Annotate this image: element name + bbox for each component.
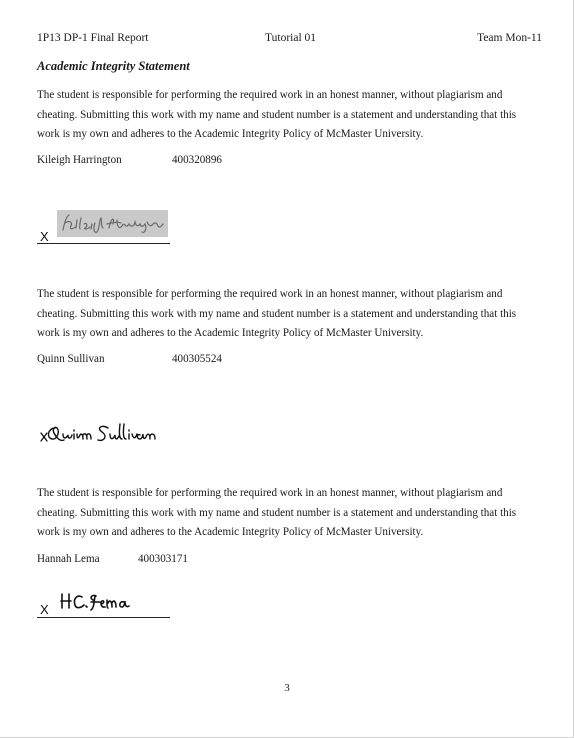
signature-image-harrington <box>57 210 168 237</box>
signature-line <box>37 243 170 244</box>
integrity-statement-text: The student is responsible for performing the required work in an honest manner, without plagiarism and cheating. Submitting this work with my name and student number is a statement and understanding that this work is my own and adheres to the Academic Integrity Policy of McMaster University. <box>37 487 517 538</box>
signature-image-sullivan <box>38 420 170 446</box>
student-name-line <box>37 553 188 565</box>
section-title: Academic Integrity Statement <box>37 59 190 73</box>
student-number: 400303171 <box>138 553 188 565</box>
header-team: Team Mon-11 <box>477 32 542 44</box>
student-number: 400305524 <box>172 353 222 365</box>
student-number: 400320896 <box>172 154 222 166</box>
signature-x-mark: X <box>40 229 49 244</box>
signature-line <box>37 617 170 618</box>
header-course: 1P13 DP-1 Final Report <box>37 32 149 44</box>
integrity-statement-text: The student is responsible for performing the required work in an honest manner, without plagiarism and cheating. Submitting this work with my name and student number is a statement and understanding that this work is my own and adheres to the Academic Integrity Policy of McMaster University. <box>37 89 517 140</box>
student-name: Hannah Lema <box>37 553 100 565</box>
page-number: 3 <box>284 682 290 694</box>
signature-x-mark: X <box>40 602 49 617</box>
student-name: Kileigh Harrington <box>37 154 122 166</box>
integrity-statement-text: The student is responsible for performing the required work in an honest manner, without plagiarism and cheating. Submitting this work with my name and student number is a statement and understanding that this work is my own and adheres to the Academic Integrity Policy of McMaster University. <box>37 288 517 339</box>
student-name: Quinn Sullivan <box>37 353 105 365</box>
student-name-line <box>37 154 222 166</box>
page-header <box>37 32 542 48</box>
student-name-line <box>37 353 222 365</box>
signature-image-lema <box>58 590 138 614</box>
header-tutorial: Tutorial 01 <box>265 32 317 44</box>
